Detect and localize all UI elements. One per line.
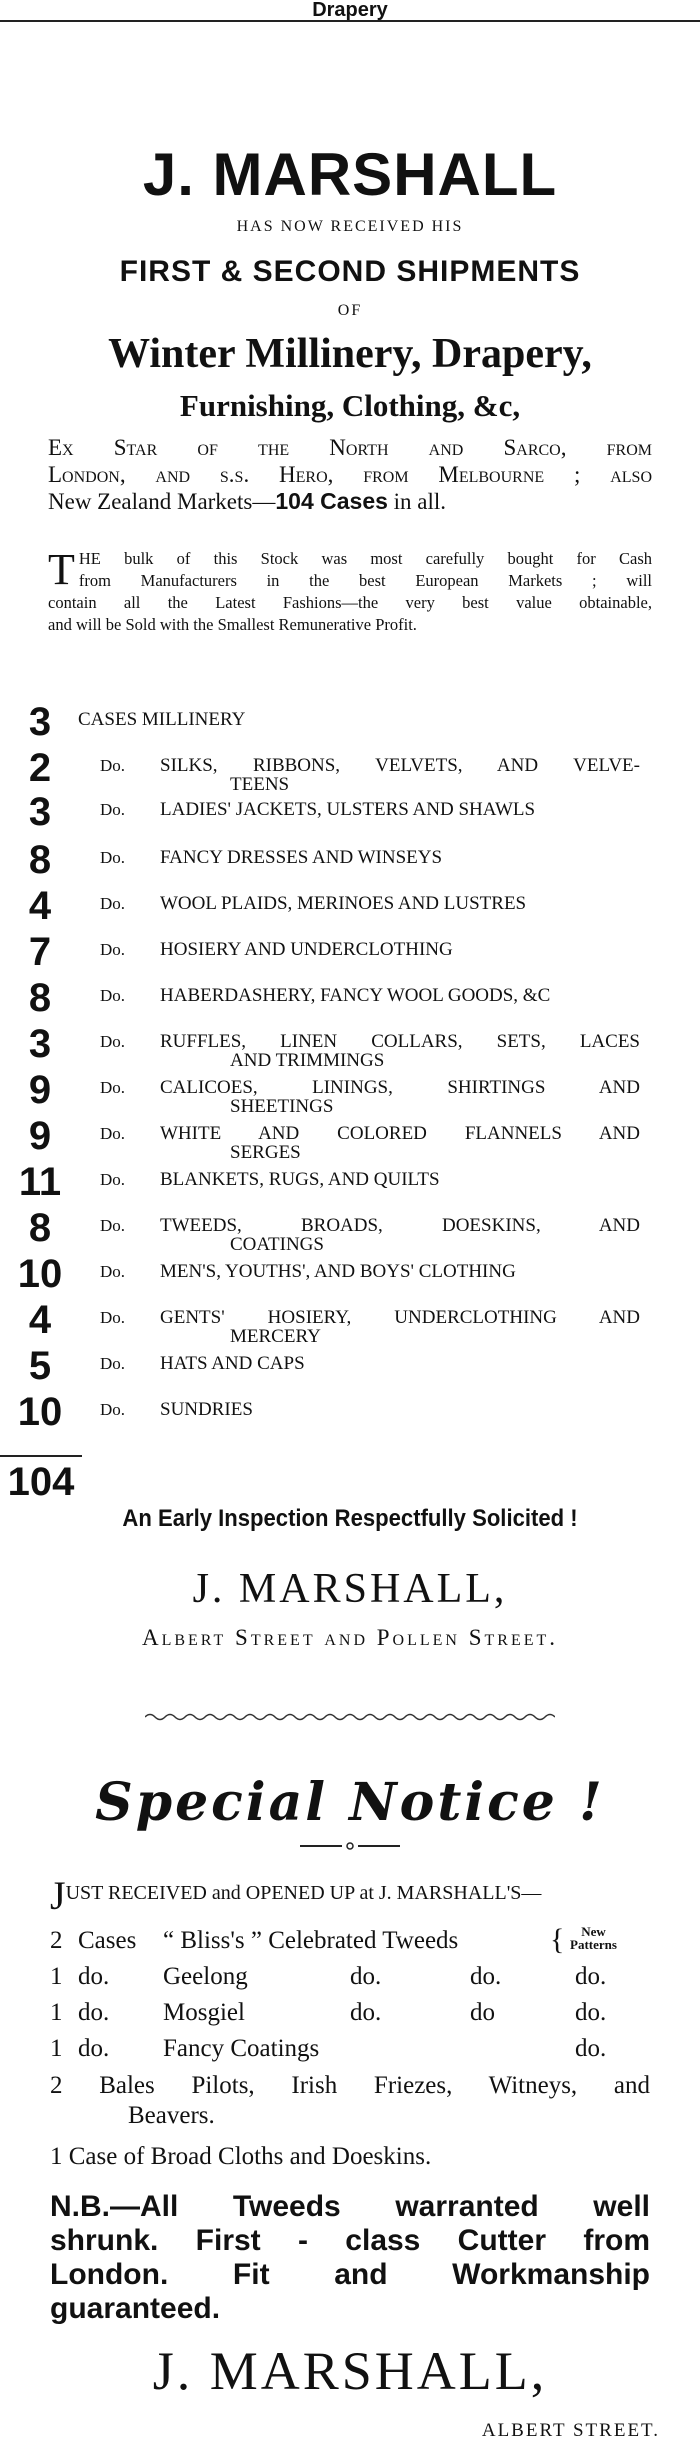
item-description: MEN'S, YOUTHS', AND BOYS' CLOTHING [160,1261,516,1282]
bulk-line-3: contain all the Latest Fashions—the very best value obtainable, [48,593,652,612]
item-unit: Do. [100,1124,126,1143]
item-quantity: 3 [28,700,52,744]
item-quantity: 4 [28,1298,52,1342]
row-ditto-1: do. [350,1999,382,2026]
item-quantity: 9 [28,1114,52,1158]
ex-paragraph [48,434,652,515]
new-patterns-note [570,1925,617,1951]
nb-line-4: guaranteed. [50,2292,221,2325]
address-line: Albert Street and Pollen Street. [141,1625,559,1650]
row-brace: { [550,1923,565,1956]
note-line-2: Patterns [570,1937,617,1952]
row-name: Geelong [163,1963,248,1990]
item-description: HOSIERY AND UNDERCLOTHING [160,939,453,960]
cases-total-emphasis: 104 Cases [275,488,388,514]
row-qty: 1 [50,1999,63,2026]
item-quantity: 8 [28,976,52,1020]
item-description: WOOL PLAIDS, MERINOES AND LUSTRES [160,893,527,914]
nb-line-3: London. Fit and Workmanship [50,2258,650,2291]
note-line-1: New [581,1924,606,1939]
row-ditto-2: do. [470,1963,502,1990]
furnishing-line: Furnishing, Clothing, &c, [179,388,521,423]
row-ditto-2: do [470,1999,495,2026]
item-unit: Do. [100,1170,126,1189]
desc-line-1: WHITE AND COLORED FLANNELS AND [160,1123,640,1144]
item-description: FANCY DRESSES AND WINSEYS [160,847,443,868]
item-unit: Do. [100,1400,126,1419]
of-line: OF [337,302,363,319]
item-unit: Do. [100,1308,126,1327]
item-description: LADIES' JACKETS, ULSTERS AND SHAWLS [160,799,536,820]
item-description [160,1124,640,1162]
item-description: BLANKETS, RUGS, AND QUILTS [160,1169,440,1190]
item-unit: Do. [100,940,126,959]
desc-line-2: SERGES [230,1142,301,1163]
item-description [160,1032,640,1070]
row-unit: do. [78,1999,110,2026]
wavy-divider [145,1712,555,1722]
address-line-2: ALBERT STREET. [481,2420,660,2441]
item-description [160,1078,640,1116]
bulk-paragraph [48,545,652,636]
desc-line-1: TWEEDS, BROADS, DOESKINS, AND [160,1215,640,1236]
item-unit: Do. [100,1354,126,1373]
item-quantity: 7 [28,930,52,974]
case-line: 1 Case of Broad Cloths and Doeskins. [50,2143,432,2170]
winter-line: Winter Millinery, Drapery, [108,331,592,377]
item-quantity: 8 [28,838,52,882]
desc-line-2: AND TRIMMINGS [230,1050,385,1071]
received-line: HAS NOW RECEIVED HIS [236,218,464,235]
item-quantity: 3 [28,790,52,834]
item-quantity: 3 [28,1022,52,1066]
intro-text: UST RECEIVED and OPENED UP at J. MARSHALL'S— [65,1882,542,1904]
item-quantity: 10 [17,1390,63,1434]
advertiser-name: J. MARSHALL [142,141,558,208]
drop-cap-t: T [48,545,75,594]
advertiser-name-3: J. MARSHALL, [152,2341,548,2401]
ex-line-3c: in all. [387,489,447,514]
item-quantity: 9 [28,1068,52,1112]
desc-line-2: COATINGS [230,1234,324,1255]
item-unit: Do. [100,1032,126,1051]
bulk-line-4: and will be Sold with the Smallest Remunerative Profit. [48,615,417,634]
nb-paragraph [50,2190,650,2326]
special-notice-heading: Special Notice ! [95,1772,605,1833]
row-ditto-1: do. [350,1963,382,1990]
desc-line-1: CALICOES, LININGS, SHIRTINGS AND [160,1077,640,1098]
total-rule [0,1455,82,1457]
desc-line-2: TEENS [230,774,290,795]
row-qty: 1 [50,1963,63,1990]
desc-line-1: RUFFLES, LINEN COLLARS, SETS, LACES [160,1031,640,1052]
row-name: “ Bliss's ” Celebrated Tweeds [163,1927,459,1954]
intro-line [50,1872,680,1919]
items-list [0,690,700,1480]
row-unit: do. [78,1963,110,1990]
row-ditto-3: do. [575,1999,607,2026]
item-description [160,1216,640,1254]
item-unit: Do. [100,800,126,819]
item-quantity: 5 [28,1344,52,1388]
advertiser-name-2: J. MARSHALL, [192,1566,508,1612]
row-unit: do. [78,2035,110,2062]
row-qty: 1 [50,2035,63,2062]
item-quantity: 2 [28,746,52,790]
item-description [160,756,640,794]
item-unit: Do. [100,1078,126,1097]
bulk-line-1: HE bulk of this Stock was most carefully bought for Cash [78,549,652,568]
nb-line-2: shrunk. First - class Cutter from [50,2224,650,2257]
item-unit: Do. [100,894,126,913]
item-unit: Do. [100,756,126,775]
row-name: Mosgiel [163,1999,245,2026]
item-description: CASES MILLINERY [78,709,246,730]
row-ditto-3: do. [575,1963,607,1990]
row-qty: 2 [50,1927,63,1954]
item-quantity: 11 [18,1160,62,1204]
item-quantity: 4 [28,884,52,928]
row-unit: Cases [78,1927,137,1954]
bales-paragraph [50,2071,650,2131]
item-unit: Do. [100,1216,126,1235]
row-ditto-3: do. [575,2035,607,2062]
item-quantity: 8 [28,1206,52,1250]
desc-line-2: SHEETINGS [230,1096,334,1117]
total-quantity: 104 [7,1460,75,1504]
item-description: HABERDASHERY, FANCY WOOL GOODS, &C [160,985,551,1006]
bulk-line-2: from Manufacturers in the best European Markets ; will [78,571,652,590]
item-unit: Do. [100,848,126,867]
item-description [160,1308,640,1346]
category-header: Drapery [0,0,700,22]
item-description: HATS AND CAPS [160,1353,305,1374]
heading-ornament [300,1840,400,1852]
desc-line-1: SILKS, RIBBONS, VELVETS, AND VELVE- [160,755,640,776]
bales-line-1: 2 Bales Pilots, Irish Friezes, Witneys, and [50,2072,650,2099]
nb-line-1: N.B.—All Tweeds warranted well [50,2190,650,2223]
desc-line-2: MERCERY [230,1326,321,1347]
row-name: Fancy Coatings [163,2035,320,2062]
desc-line-1: GENTS' HOSIERY, UNDERCLOTHING AND [160,1307,640,1328]
inspection-line: An Early Inspection Respectfully Solicited ! [122,1505,578,1532]
item-quantity: 10 [17,1252,63,1296]
bales-line-2: Beavers. [128,2102,215,2129]
ex-line-1: Ex Star of the North and Sarco, from [48,435,652,460]
ex-line-3a: New Zealand Markets— [48,489,276,514]
ex-line-2: London, and s.s. Hero, from Melbourne ; also [48,462,652,487]
item-unit: Do. [100,986,126,1005]
shipments-line: FIRST & SECOND SHIPMENTS [119,255,581,288]
ex-line-3 [48,488,652,515]
item-unit: Do. [100,1262,126,1281]
item-description: SUNDRIES [160,1399,253,1420]
drop-cap-j: J [50,1873,66,1918]
